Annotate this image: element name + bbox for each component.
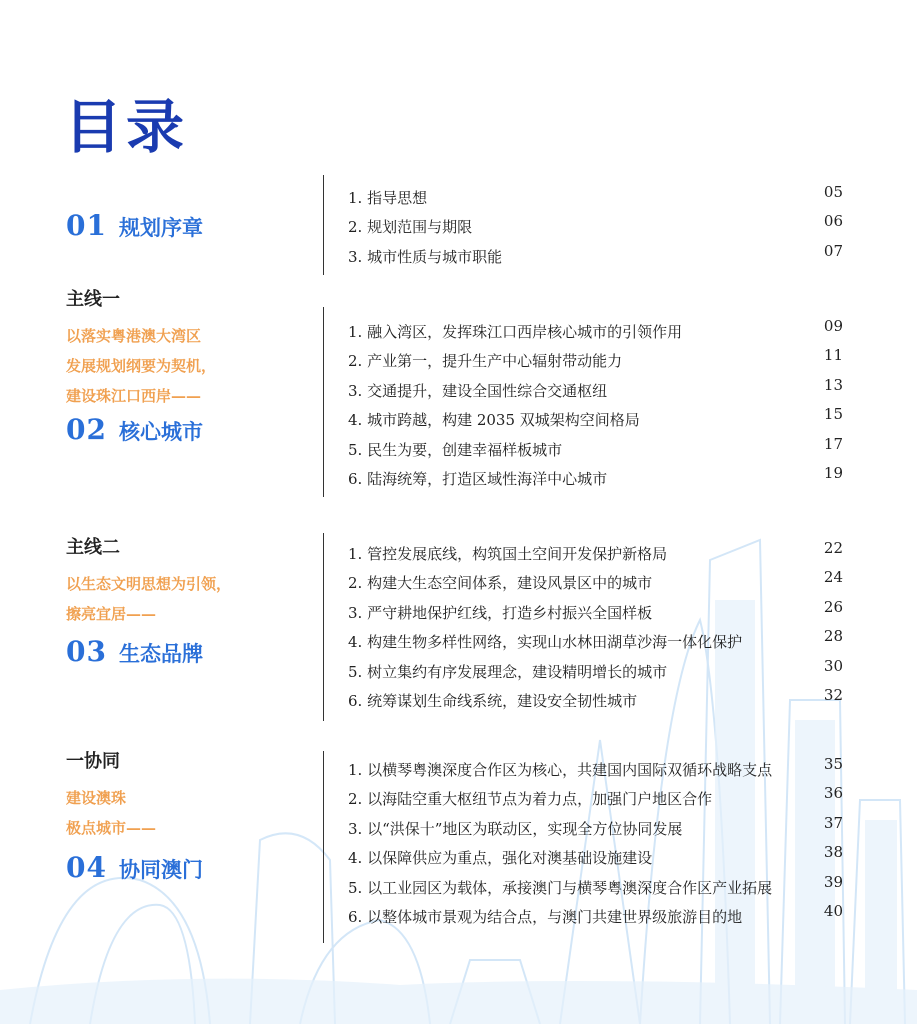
- entry-page: 15: [823, 405, 843, 424]
- chapter-number: 02: [66, 413, 107, 446]
- divider-line: [323, 533, 324, 721]
- toc-entry[interactable]: [348, 539, 843, 568]
- entry-title: 3. 交通提升，建设全国性综合交通枢纽: [348, 381, 608, 400]
- entry-page: 35: [823, 755, 843, 773]
- entry-title: 2. 以海陆空重大枢纽节点为着力点，加强门户地区合作: [348, 790, 713, 809]
- entry-page: 17: [823, 434, 843, 453]
- toc-list: [348, 183, 843, 271]
- intro-line: 以落实粤港澳大湾区: [66, 327, 202, 345]
- entry-page: 05: [823, 183, 843, 201]
- entry-title: 3. 严守耕地保护红线，打造乡村振兴全国样板: [348, 603, 653, 622]
- intro-line: 擦亮宜居——: [66, 605, 157, 623]
- toc-entry[interactable]: [348, 657, 843, 686]
- chapter-title-01[interactable]: [66, 209, 203, 242]
- entry-page: 36: [823, 784, 843, 803]
- toc-entry[interactable]: [348, 317, 843, 346]
- entry-title: 1. 指导思想: [348, 189, 428, 207]
- toc-entry[interactable]: [348, 686, 843, 715]
- toc-entry[interactable]: [348, 902, 843, 931]
- entry-title: 3. 以“洪保十”地区为联动区，实现全方位协同发展: [348, 819, 683, 838]
- toc-entry[interactable]: [348, 755, 843, 784]
- entry-page: 40: [823, 901, 843, 920]
- chapter-number: 01: [66, 209, 107, 242]
- entry-title: 1. 管控发展底线，构筑国土空间开发保护新格局: [348, 545, 668, 563]
- chapter-title-04[interactable]: [66, 851, 203, 884]
- entry-title: 4. 以保障供应为重点，强化对澳基础设施建设: [348, 849, 653, 868]
- section-left-col: [66, 533, 316, 668]
- entry-page: 22: [823, 539, 843, 557]
- intro-line: 发展规划纲要为契机，: [66, 357, 217, 375]
- entry-page: 13: [823, 375, 843, 394]
- entry-page: 24: [823, 568, 843, 587]
- entry-title: 5. 民生为要，创建幸福样板城市: [348, 440, 563, 459]
- toc-entry[interactable]: [348, 784, 843, 813]
- toc-list: [348, 539, 843, 715]
- toc-list: [348, 317, 843, 493]
- entry-page: 38: [823, 843, 843, 862]
- entry-title: 4. 构建生物多样性网络，实现山水林田湖草沙海一体化保护: [348, 633, 743, 652]
- divider-line: [323, 751, 324, 943]
- entry-page: 06: [823, 212, 843, 231]
- toc-entry[interactable]: [348, 843, 843, 872]
- intro-line: 极点城市——: [66, 819, 157, 837]
- intro-line: 建设澳珠: [66, 789, 127, 807]
- toc-entry[interactable]: [348, 873, 843, 902]
- entry-page: 07: [823, 241, 843, 260]
- toc-entry[interactable]: [348, 598, 843, 627]
- entry-page: 39: [823, 872, 843, 891]
- entry-title: 4. 城市跨越，构建 2035 双城架构空间格局: [348, 411, 640, 430]
- entry-page: 11: [823, 346, 843, 365]
- toc-entry[interactable]: [348, 376, 843, 405]
- entry-title: 1. 以横琴粤澳深度合作区为核心，共建国内国际双循环战略支点: [348, 761, 773, 779]
- toc-entry[interactable]: [348, 814, 843, 843]
- entry-title: 2. 构建大生态空间体系，建设风景区中的城市: [348, 574, 653, 593]
- page-title: 目录: [64, 93, 189, 161]
- toc-entry[interactable]: [348, 212, 843, 241]
- entry-title: 6. 陆海统筹，打造区域性海洋中心城市: [348, 469, 608, 488]
- entry-page: 32: [823, 685, 843, 704]
- chapter-name: 核心城市: [118, 419, 203, 444]
- entry-page: 28: [823, 627, 843, 646]
- chapter-title-02[interactable]: [66, 413, 203, 446]
- toc-entry[interactable]: [348, 464, 843, 493]
- toc-entry[interactable]: [348, 568, 843, 597]
- mainline-label: 主线二: [66, 537, 120, 558]
- section-left-col: [66, 747, 316, 884]
- entry-page: 30: [823, 656, 843, 675]
- entry-page: 19: [823, 463, 843, 482]
- entry-page: 37: [823, 813, 843, 832]
- section-left-col: [66, 285, 316, 446]
- entry-title: 2. 产业第一，提升生产中心辐射带动能力: [348, 352, 623, 371]
- toc-entry[interactable]: [348, 405, 843, 434]
- toc-list: [348, 755, 843, 931]
- chapter-title-03[interactable]: [66, 635, 203, 668]
- divider-line: [323, 307, 324, 497]
- chapter-name: 生态品牌: [118, 641, 203, 666]
- toc-entry[interactable]: [348, 346, 843, 375]
- entry-title: 2. 规划范围与期限: [348, 218, 473, 237]
- entry-title: 6. 以整体城市景观为结合点，与澳门共建世界级旅游目的地: [348, 907, 743, 926]
- intro-line: 建设珠江口西岸——: [66, 387, 202, 405]
- mainline-label: 主线一: [66, 289, 120, 310]
- divider-line: [323, 175, 324, 275]
- chapter-name: 规划序章: [118, 215, 203, 240]
- entry-page: 09: [823, 317, 843, 335]
- chapter-number: 03: [66, 635, 107, 668]
- chapter-number: 04: [66, 851, 107, 884]
- intro-line: 以生态文明思想为引领，: [66, 575, 232, 593]
- mainline-label: 一协同: [66, 751, 120, 772]
- entry-title: 1. 融入湾区，发挥珠江口西岸核心城市的引领作用: [348, 323, 683, 341]
- chapter-name: 协同澳门: [118, 857, 203, 882]
- toc-entry[interactable]: [348, 627, 843, 656]
- entry-title: 5. 树立集约有序发展理念，建设精明增长的城市: [348, 662, 668, 681]
- entry-title: 6. 统筹谋划生命线系统，建设安全韧性城市: [348, 691, 638, 710]
- toc-entry[interactable]: [348, 242, 843, 271]
- toc-entry[interactable]: [348, 435, 843, 464]
- entry-title: 3. 城市性质与城市职能: [348, 247, 503, 266]
- toc-entry[interactable]: [348, 183, 843, 212]
- entry-page: 26: [823, 597, 843, 616]
- entry-title: 5. 以工业园区为载体，承接澳门与横琴粤澳深度合作区产业拓展: [348, 878, 773, 897]
